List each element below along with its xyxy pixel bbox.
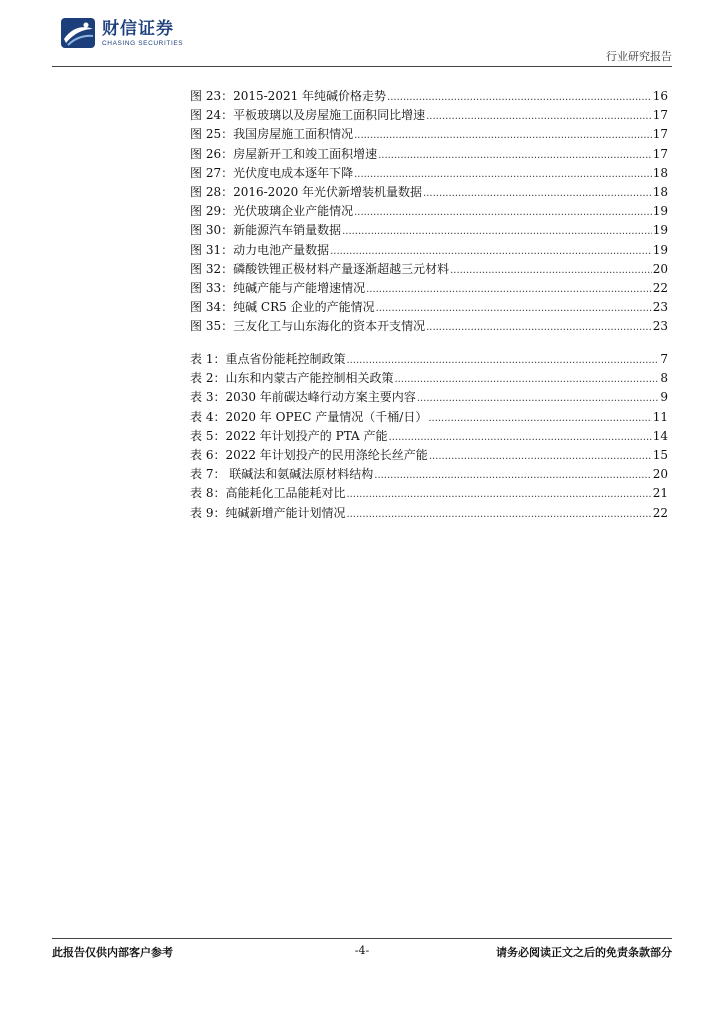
company-logo (60, 16, 183, 50)
toc-entry-label: 图 30：新能源汽车销量数据 (190, 223, 342, 238)
toc-entry-label: 图 28：2016-2020 年光伏新增装机量数据 (190, 184, 423, 199)
toc-entry-label: 表 3：2030 年前碳达峰行动方案主要内容 (190, 390, 416, 405)
toc-entry-page: 7 (660, 352, 668, 366)
figure-toc-entry[interactable] (190, 183, 668, 202)
figure-toc-entry[interactable] (190, 106, 668, 125)
toc-leader-dots (376, 303, 652, 314)
toc-entry-label: 图 23：2015-2021 年纯碱价格走势 (190, 89, 387, 103)
figure-toc-entry[interactable] (190, 164, 668, 183)
table-toc-entry[interactable] (190, 446, 668, 465)
toc-entry-label: 图 34：纯碱 CR5 企业的产能情况 (190, 300, 375, 315)
toc-entry-page: 17 (652, 108, 668, 123)
toc-leader-dots (354, 130, 652, 141)
figure-toc-entry[interactable] (190, 260, 668, 279)
toc-entry-page: 19 (652, 242, 668, 257)
toc-entry-page: 18 (652, 165, 668, 180)
toc-leader-dots (346, 489, 651, 500)
toc-leader-dots (426, 322, 652, 333)
table-toc-entry[interactable] (190, 408, 668, 427)
toc-leader-dots (394, 374, 659, 385)
toc-leader-dots (346, 355, 659, 366)
toc-entry-page: 17 (652, 127, 668, 142)
toc-entry-label: 表 6：2022 年计划投产的民用涤纶长丝产能 (190, 447, 428, 462)
toc-entry-page: 15 (652, 447, 668, 462)
toc-entry-label: 图 25：我国房屋施工面积情况 (190, 127, 354, 142)
toc-leader-dots (450, 265, 652, 276)
figure-toc-entry[interactable] (190, 145, 668, 164)
table-toc-entry[interactable] (190, 350, 668, 369)
toc-entry-page: 20 (652, 467, 668, 482)
toc-leader-dots (346, 509, 651, 520)
figure-toc-entry[interactable] (190, 202, 668, 221)
chasing-logo-icon (60, 17, 96, 49)
toc-entry-label: 表 5：2022 年计划投产的 PTA 产能 (190, 428, 388, 443)
toc-leader-dots (426, 111, 652, 122)
toc-entry-page: 22 (652, 280, 668, 295)
figure-index (190, 87, 668, 336)
company-name-en: CHASING SECURITIES (102, 39, 184, 47)
table-toc-entry[interactable] (190, 427, 668, 446)
table-toc-entry[interactable] (190, 484, 668, 503)
toc-entry-page: 14 (652, 428, 668, 443)
toc-entry-page: 22 (652, 505, 668, 520)
figure-toc-entry[interactable] (190, 87, 668, 106)
toc-entry-page: 23 (652, 319, 668, 334)
footer-divider (52, 938, 672, 939)
toc-entry-page: 17 (652, 146, 668, 161)
toc-entry-page: 19 (652, 223, 668, 238)
toc-leader-dots (354, 207, 652, 218)
toc-entry-label: 图 26：房屋新开工和竣工面积增速 (190, 146, 378, 161)
toc-entry-page: 21 (652, 486, 668, 501)
figure-toc-entry[interactable] (190, 241, 668, 260)
toc-entry-page: 16 (652, 89, 668, 103)
table-index (190, 350, 668, 523)
figure-toc-entry[interactable] (190, 298, 668, 317)
figure-toc-entry[interactable] (190, 317, 668, 336)
toc-entry-label: 表 8：高能耗化工品能耗对比 (190, 486, 346, 501)
table-toc-entry[interactable] (190, 388, 668, 407)
toc-entry-label: 表 1：重点省份能耗控制政策 (190, 352, 346, 366)
toc-entry-label: 表 9：纯碱新增产能计划情况 (190, 505, 346, 520)
table-toc-entry[interactable] (190, 465, 668, 484)
toc-entry-label: 图 31：动力电池产量数据 (190, 242, 330, 257)
toc-leader-dots (423, 188, 652, 199)
toc-leader-dots (428, 413, 651, 424)
toc-entry-label: 图 24：平板玻璃以及房屋施工面积同比增速 (190, 108, 426, 123)
toc-entry-label: 图 35：三友化工与山东海化的资本开支情况 (190, 319, 426, 334)
header-divider (52, 66, 672, 67)
toc-entry-label: 表 2：山东和内蒙古产能控制相关政策 (190, 371, 394, 386)
figure-toc-entry[interactable] (190, 279, 668, 298)
toc-entry-label: 表 7： 联碱法和氨碱法原材料结构 (190, 467, 374, 482)
toc-leader-dots (389, 432, 652, 443)
toc-entry-label: 图 32：磷酸铁锂正极材料产量逐渐超越三元材料 (190, 261, 450, 276)
toc-leader-dots (342, 226, 652, 237)
toc-leader-dots (366, 284, 652, 295)
toc-leader-dots (374, 470, 651, 481)
toc-entry-page: 18 (652, 184, 668, 199)
figure-toc-entry[interactable] (190, 221, 668, 240)
page-number: -4- (354, 944, 370, 957)
toc-entry-page: 19 (652, 204, 668, 219)
table-toc-entry[interactable] (190, 504, 668, 523)
toc-entry-label: 图 27：光伏度电成本逐年下降 (190, 165, 354, 180)
footer-disclaimer: 此报告仅供内部客户参考 (52, 946, 173, 959)
footer-notice: 请务必阅读正文之后的免责条款部分 (496, 946, 672, 959)
toc-entry-label: 表 4：2020 年 OPEC 产量情况（千桶/日） (190, 409, 428, 424)
toc-leader-dots (330, 246, 652, 257)
toc-entry-label: 图 29：光伏玻璃企业产能情况 (190, 204, 354, 219)
toc-leader-dots (387, 92, 652, 103)
toc-entry-page: 23 (652, 300, 668, 315)
figure-toc-entry[interactable] (190, 125, 668, 144)
report-type: 行业研究报告 (606, 50, 672, 63)
toc-entry-page: 11 (652, 409, 668, 424)
toc-leader-dots (429, 451, 652, 462)
toc-entry-page: 8 (660, 371, 668, 386)
toc-entry-page: 20 (652, 261, 668, 276)
toc-entry-label: 图 33：纯碱产能与产能增速情况 (190, 280, 366, 295)
toc-leader-dots (378, 150, 652, 161)
page-header (0, 0, 724, 70)
table-toc-entry[interactable] (190, 369, 668, 388)
company-name-cn: 财信证券 (102, 18, 174, 39)
toc-leader-dots (354, 169, 652, 180)
toc-entry-page: 9 (660, 390, 668, 405)
toc-leader-dots (417, 393, 660, 404)
